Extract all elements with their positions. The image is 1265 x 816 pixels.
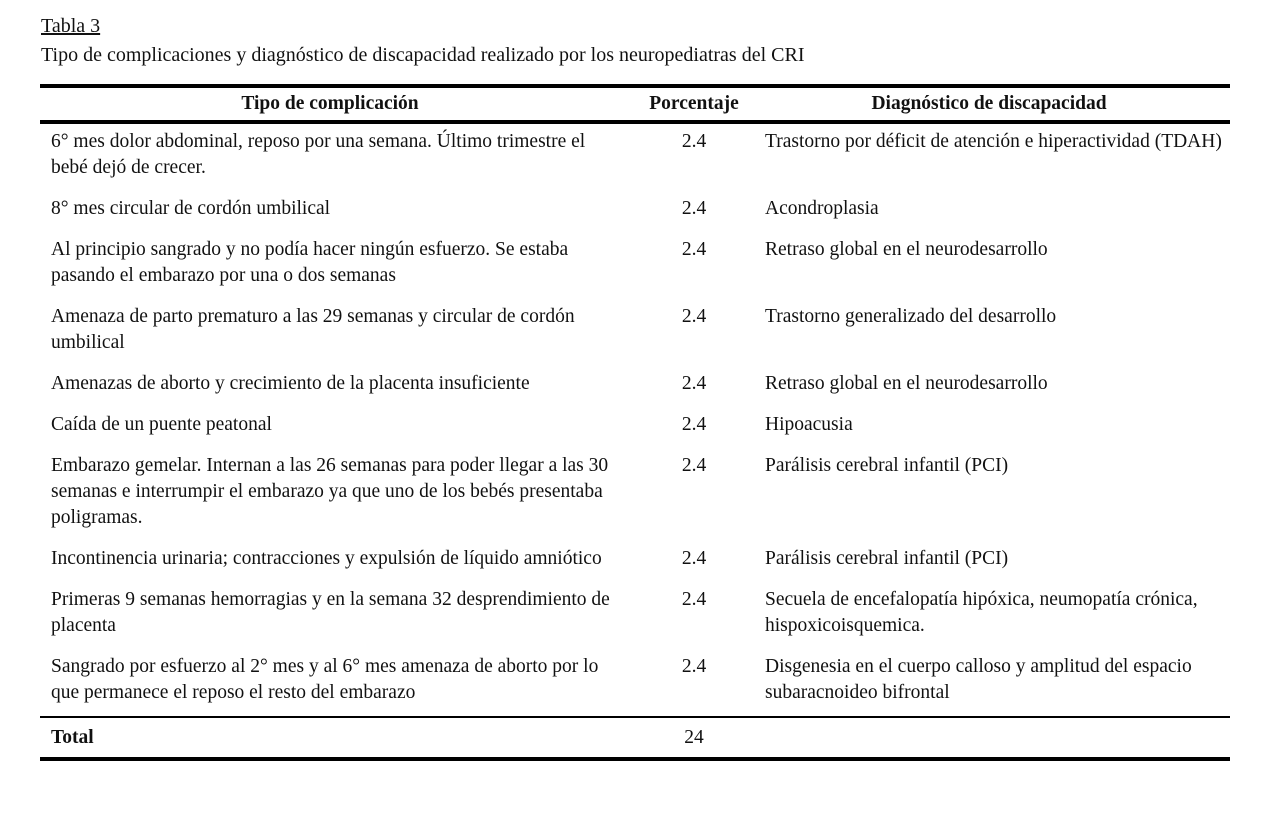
table-number: Tabla 3 [41, 15, 101, 37]
total-label: Total [51, 727, 94, 748]
percentage-cell: 2.4 [681, 589, 707, 610]
percentage-cell: 2.4 [681, 455, 707, 476]
complication-cell: Incontinencia urinaria; contracciones y expulsión de líquido amniótico [51, 548, 602, 569]
complication-cell: Amenaza de parto prematuro a las 29 semanas y circular de cordón umbilical [51, 306, 575, 353]
total-value: 24 [684, 727, 704, 748]
header-complication: Tipo de complicación [241, 93, 419, 114]
total-diagnosis [748, 717, 1230, 759]
complication-cell: Sangrado por esfuerzo al 2° mes y al 6° mes amenaza de aborto por lo que permanece el reposo el resto del embarazo [51, 656, 599, 703]
header-row [40, 86, 1230, 122]
header-diagnosis: Diagnóstico de discapacidad [871, 93, 1107, 114]
percentage-cell: 2.4 [681, 306, 707, 327]
diagnosis-cell: Secuela de encefalopatía hipóxica, neumopatía crónica, hispoxicoisquemica. [765, 589, 1198, 636]
diagnosis-cell: Trastorno por déficit de atención e hiperactividad (TDAH) [765, 131, 1222, 152]
percentage-cell: 2.4 [681, 656, 707, 677]
table-row [40, 649, 1230, 717]
percentage-cell: 2.4 [681, 373, 707, 394]
percentage-cell: 2.4 [681, 131, 707, 152]
complications-table [40, 84, 1230, 761]
table-caption [41, 12, 805, 70]
diagnosis-cell: Parálisis cerebral infantil (PCI) [765, 548, 1009, 569]
percentage-cell: 2.4 [681, 414, 707, 435]
complication-cell: Embarazo gemelar. Internan a las 26 semanas para poder llegar a las 30 semanas e interrumpir el embarazo ya que uno de los bebés presentaba poligramas. [51, 455, 609, 528]
table-row [40, 448, 1230, 541]
table-row [40, 407, 1230, 448]
complication-cell: Caída de un puente peatonal [51, 414, 272, 435]
table-row [40, 232, 1230, 299]
diagnosis-cell: Retraso global en el neurodesarrollo [765, 239, 1048, 260]
diagnosis-cell: Trastorno generalizado del desarrollo [765, 306, 1057, 327]
diagnosis-cell: Retraso global en el neurodesarrollo [765, 373, 1048, 394]
diagnosis-cell: Disgenesia en el cuerpo calloso y amplitud del espacio subaracnoideo bifrontal [765, 656, 1192, 703]
diagnosis-cell: Acondroplasia [765, 198, 879, 219]
percentage-cell: 2.4 [681, 548, 707, 569]
diagnosis-cell: Hipoacusia [765, 414, 853, 435]
complication-cell: Al principio sangrado y no podía hacer ningún esfuerzo. Se estaba pasando el embarazo por una o dos semanas [51, 239, 569, 286]
table-row [40, 122, 1230, 191]
percentage-cell: 2.4 [681, 239, 707, 260]
table-row [40, 299, 1230, 366]
diagnosis-cell: Parálisis cerebral infantil (PCI) [765, 455, 1009, 476]
header-percentage: Porcentaje [649, 93, 739, 114]
complication-cell: Amenazas de aborto y crecimiento de la placenta insuficiente [51, 373, 530, 394]
table-row [40, 366, 1230, 407]
table-row [40, 582, 1230, 649]
table-row [40, 541, 1230, 582]
table-title: Tipo de complicaciones y diagnóstico de discapacidad realizado por los neuropediatras del CRI [41, 44, 805, 66]
table-row [40, 191, 1230, 232]
complication-cell: 8° mes circular de cordón umbilical [51, 198, 331, 219]
total-row [40, 717, 1230, 759]
complication-cell: Primeras 9 semanas hemorragias y en la semana 32 desprendimiento de placenta [51, 589, 610, 636]
complication-cell: 6° mes dolor abdominal, reposo por una semana. Último trimestre el bebé dejó de crecer. [51, 131, 586, 178]
percentage-cell: 2.4 [681, 198, 707, 219]
